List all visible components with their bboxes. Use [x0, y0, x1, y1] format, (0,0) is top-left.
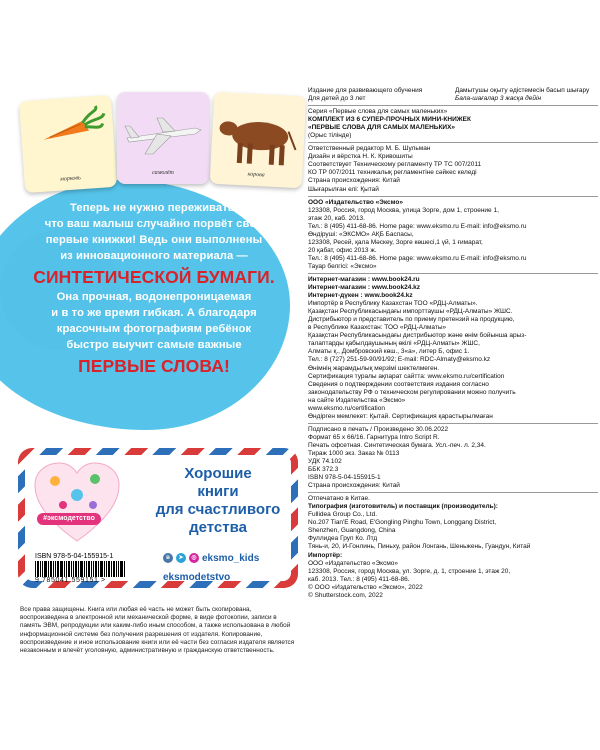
imprint-line: Страна происхождения: Китай	[308, 177, 400, 185]
imprint-line: Импортёр в Республику Казахстан ТОО «РДЦ-Алматы».	[308, 300, 478, 308]
imprint-line: Дамытушы оқыту әдістемесін басып шығару	[455, 87, 590, 94]
barcode-bar	[66, 561, 67, 577]
imprint-line: УДК 74.102	[308, 458, 342, 466]
barcode-bar	[93, 561, 94, 577]
social-handle: eksmodetstvo	[163, 571, 231, 583]
series-line: Серия «Первые слова для самых маленьких»	[308, 108, 448, 116]
card-caption: корова	[247, 171, 265, 179]
imprint-line: Соответствует Техническому регламенту ТР ТС 007/2011	[308, 161, 482, 169]
social-handle: eksmo_kids	[202, 552, 260, 564]
barcode-bar	[98, 561, 99, 577]
barcode-bar	[50, 561, 52, 577]
imprint-line: Fullidea Group Co., Ltd.	[308, 511, 378, 519]
barcode-bar	[116, 561, 117, 577]
slogan-line: книги	[197, 483, 239, 500]
card-plane	[117, 92, 209, 184]
card-caption: самолёт	[152, 170, 174, 176]
barcode-bar	[106, 561, 107, 577]
imprint-line: Өнімнің жарамдылық мерзімі шектелмеген.	[308, 364, 440, 372]
barcode-bar	[53, 561, 54, 577]
imprint-line: КО ТР 007/2011 техникалық регламентіне сәйкес келеді	[308, 169, 477, 177]
isbn-barcode	[35, 553, 155, 584]
barcode-bar	[80, 561, 83, 577]
envelope-inner	[25, 455, 291, 584]
barcode-bar	[118, 561, 119, 577]
barcode-bar	[124, 561, 125, 577]
blurb-line: и в то же время гибкая. А благодаря	[51, 307, 257, 319]
imprint-line: каб. 2013. Тел.: 8 (495) 411-68-86.	[308, 575, 410, 583]
imprint-line: Сертификация туралы ақпарат сайтта: www.eksmo.ru/certification	[308, 372, 505, 380]
imprint-line: Фуллидеа Груп Ко. Лтд	[308, 535, 378, 543]
barcode-bar	[44, 561, 47, 577]
barcode-bar	[86, 561, 87, 577]
imprint-line: Подписано в печать / Произведено 30.06.2022	[308, 425, 449, 433]
barcode-bar	[95, 561, 97, 577]
age-block	[308, 87, 598, 103]
divider	[308, 196, 598, 197]
barcode-bar	[68, 561, 70, 577]
shop-link[interactable]: Интернет-магазин : www.book24.kz	[308, 284, 420, 292]
imprint-line: Страна происхождения: Китай	[308, 482, 400, 490]
barcode-bar	[88, 561, 90, 577]
imprint-line: Для детей до 3 лет	[308, 95, 366, 103]
book-title: «ПЕРВЫЕ СЛОВА ДЛЯ САМЫХ МАЛЕНЬКИХ»	[308, 124, 456, 132]
barcode-bar	[60, 561, 63, 577]
blurb-highlight: ПЕРВЫЕ СЛОВА!	[78, 356, 230, 376]
blurb-line: что ваш малыш случайно порвёт свои	[44, 218, 264, 230]
barcode-bar	[111, 561, 112, 577]
imprint-line: ББК 372.3	[308, 466, 339, 474]
imprint-line: Тауар белгісі: «Эксмо»	[308, 262, 377, 270]
barcode-bar	[35, 561, 36, 577]
barcode-bar	[48, 561, 49, 577]
barcode-bar	[75, 561, 77, 577]
blurb-line: первые книжки! Ведь они выполнены	[45, 234, 263, 246]
barcode-bar	[113, 561, 115, 577]
slogan-line: детства	[189, 519, 247, 536]
imprint-line: в Республике Казахстан: ТОО «РДЦ-Алматы»	[308, 324, 447, 332]
imprint-line: 123308, Россия, город Москва, ул. Зорге, д. 1, строение 1, этаж 20,	[308, 567, 511, 575]
imprint-line: Печать офсетная. Синтетическая бумага. Усл.-печ. л. 2,34.	[308, 441, 486, 449]
social-row[interactable]	[163, 551, 259, 565]
publisher-name: ООО «Издательство «Эксмо»	[308, 198, 403, 206]
imprint-line: Сведения о подтверждении соответствия издания согласно	[308, 380, 489, 388]
barcode-bar	[73, 561, 74, 577]
imprint-line: Формат 65 x 66/16. Гарнитура Intro Script R.	[308, 433, 440, 441]
imprint-line: Ответственный редактор М. Б. Шульман	[308, 145, 431, 153]
heart-icon	[33, 461, 121, 545]
imprint-column	[308, 87, 598, 600]
social-links	[163, 551, 259, 584]
card-cow	[210, 92, 307, 189]
barcode-bar	[120, 561, 123, 577]
barcode-bar	[71, 561, 72, 577]
barcode-bar	[100, 561, 103, 577]
hashtag-label: #эксмодетство	[37, 513, 101, 525]
copyright-notice: Все права защищены. Книга или любая её часть не может быть скопирована, воспроизведена в электронной или механической форме, в виде фотокопии, записи в память ЭВМ, репродукции или каким-либо иным способом, а также использована в любой информационной системе без получения разрешения от издателя. Копирование, воспроизведение и иное использование книги или её части без согласия издателя является незаконным и влечёт уголовную, административную и гражданскую ответственность.	[20, 606, 295, 655]
imprint-line: Бала-шағалар 3 жасқа дейін	[455, 95, 542, 103]
barcode-bar	[104, 561, 105, 577]
vk-icon: в	[163, 553, 173, 563]
imprint-line: законодательству РФ о техническом регулировании можно получить	[308, 388, 516, 396]
imprint-line: Өндіруші: «ЭКСМО» АҚБ Баспасы,	[308, 230, 414, 238]
barcode-bar	[40, 561, 41, 577]
promo-blurb	[10, 200, 298, 378]
divider	[308, 142, 598, 143]
barcode-bars	[35, 561, 155, 577]
slogan	[143, 465, 293, 537]
imprint-line: ISBN 978-5-04-155915-1	[308, 474, 381, 482]
imprint-line: Тел.: 8 (495) 411-68-86. Home page: www.eksmo.ru E-mail: info@eksmo.ru	[308, 254, 527, 262]
imprint-line: Тираж 1000 экз. Заказ № 0113	[308, 449, 400, 457]
copyright-line: © Shutterstock.com, 2022	[308, 591, 383, 599]
imprint-line: Тел.: 8 (727) 251-59-90/91/92; E-mail: RDC-Almaty@eksmo.kz	[308, 356, 491, 364]
blurb-line: красочным фотографиям ребёнок	[56, 323, 252, 335]
blurb-line: быстро выучит самые важные	[66, 339, 242, 351]
barcode-bar	[57, 561, 59, 577]
book-title: КОМПЛЕКТ ИЗ 6 СУПЕР-ПРОЧНЫХ МИНИ-КНИЖЕК	[308, 116, 471, 124]
blurb-line: Теперь не нужно переживать,	[70, 202, 238, 214]
slogan-line: Хорошие	[184, 465, 252, 482]
imprint-line: Дистрибьютор и представитель по приему претензий на продукцию,	[308, 316, 515, 324]
instagram-icon: ◎	[189, 553, 199, 563]
copyright-line: © ООО «Издательство «Эксмо», 2022	[308, 583, 423, 591]
divider	[308, 492, 598, 493]
section-heading: Типография (изготовитель) и поставщик (производитель):	[308, 503, 498, 511]
imprint-line: 123308, Ресей, қала Мәскеу, Зорге көшесі,1 үй, 1 ғимарат,	[308, 238, 483, 246]
card-caption: морковь	[59, 175, 82, 183]
blurb-line: из инновационного материала —	[60, 250, 248, 262]
divider	[308, 105, 598, 106]
barcode-bar	[55, 561, 56, 577]
blurb-highlight: СИНТЕТИЧЕСКОЙ БУМАГИ.	[33, 267, 275, 287]
barcode-bar	[84, 561, 85, 577]
barcode-bar	[91, 561, 92, 577]
imprint-line: Тел.: 8 (495) 411-68-86. Home page: www.eksmo.ru E-mail: info@eksmo.ru	[308, 222, 527, 230]
imprint-line: талаптарды қабылдаушының өкілі «РДЦ-Алматы» ЖШС,	[308, 340, 480, 348]
shop-link[interactable]: Интернет-магазин : www.book24.ru	[308, 275, 420, 283]
imprint-line: 20 қабат, офис 2013 ж.	[308, 246, 377, 254]
card-carrot	[19, 95, 117, 193]
imprint-line: 123308, Россия, город Москва, улица Зорге, дом 1, строение 1,	[308, 206, 499, 214]
imprint-line: Дизайн и вёрстка Н. К. Кривошиты	[308, 153, 413, 161]
imprint-line: на сайте Издательства «Эксмо»	[308, 396, 406, 404]
imprint-line: Тянь-и, 20, И-Гонлинь, Пиньху, район Лонгань, Шеньжень, Гуандун, Китай	[308, 543, 531, 551]
divider	[308, 273, 598, 274]
imprint-line: Shenzhen, Guangdong, China	[308, 527, 396, 535]
imprint-line: Отпечатано в Китае.	[308, 495, 370, 503]
social-row[interactable]	[163, 570, 259, 584]
barcode-bar	[42, 561, 43, 577]
imprint-line: No.207 Tian'E Road, E'Gongling Pinghu Town, Longgang District,	[308, 519, 497, 527]
barcode-bar	[78, 561, 79, 577]
imprint-line: Өндірген мемлекет: Қытай. Сертификация қарастырылмаған	[308, 412, 493, 420]
imprint-line: этаж 20, каб. 2013.	[308, 214, 365, 222]
isbn-label: ISBN 978-5-04-155915-1	[35, 553, 114, 560]
imprint-line: Қазақстан Республикасындағы дистрибьютор және өнім бойынша арыз-	[308, 332, 527, 340]
barcode-bar	[37, 561, 39, 577]
section-heading: Импортёр:	[308, 551, 343, 559]
imprint-line: Алматы қ., Домбровский көш., 3«а», литер Б, офис 1.	[308, 348, 470, 356]
telegram-icon: ➤	[176, 553, 186, 563]
language-note: (Орыс тілінде)	[308, 132, 352, 140]
divider	[308, 423, 598, 424]
blurb-line: Она прочная, водонепроницаемая	[56, 291, 252, 303]
imprint-line: Издание для развивающего обучения	[308, 87, 423, 94]
barcode-bar	[108, 561, 110, 577]
envelope-frame	[18, 448, 298, 588]
imprint-line: Шығарылған елі: Қытай	[308, 185, 379, 193]
imprint-line: www.eksmo.ru/certification	[308, 404, 385, 412]
imprint-line: ООО «Издательство «Эксмо»	[308, 559, 399, 567]
shop-link[interactable]: Интернет-дүкен : www.book24.kz	[308, 292, 413, 300]
barcode-number: 9 785041 559151 >	[35, 577, 106, 584]
imprint-line: Қазақстан Республикасындағы импорттаушы «РДЦ-Алматы» ЖШС.	[308, 308, 513, 316]
barcode-bar	[64, 561, 65, 577]
slogan-line: для счастливого	[155, 501, 281, 518]
